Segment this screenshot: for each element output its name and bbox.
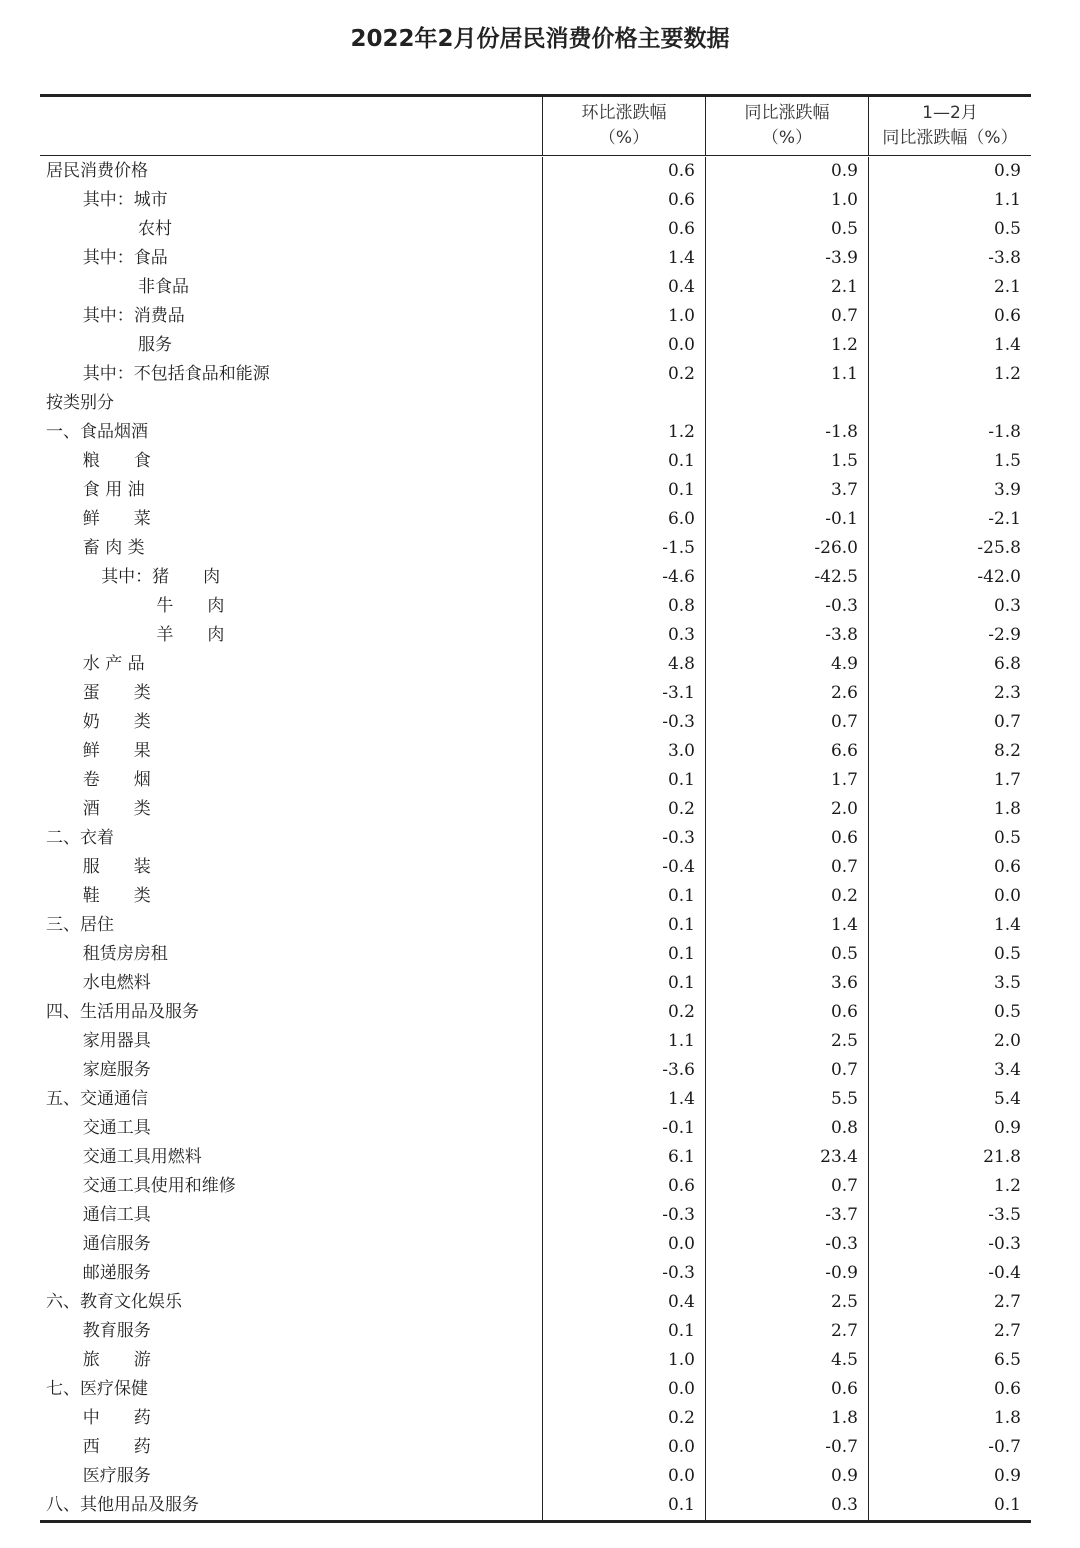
row-ytd-value: [868, 389, 1031, 418]
row-mom-value: 0.2: [542, 998, 705, 1027]
row-ytd-value: 6.5: [868, 1346, 1031, 1375]
table-row: [40, 1230, 1031, 1259]
row-label: 其中：消费品: [82, 306, 185, 326]
row-label: 蛋 类: [82, 683, 151, 703]
table-row: [40, 186, 1031, 215]
row-label: 其中：食品: [82, 248, 168, 268]
row-ytd-value: 0.5: [868, 940, 1031, 969]
row-label: 医疗服务: [82, 1466, 151, 1486]
table-row: [40, 998, 1031, 1027]
row-yoy-value: 0.8: [705, 1114, 868, 1143]
row-label: 水电燃料: [82, 973, 151, 993]
row-label: 五、交通通信: [46, 1089, 148, 1109]
row-yoy-value: -1.8: [705, 418, 868, 447]
table-row: [40, 824, 1031, 853]
row-ytd-value: 8.2: [868, 737, 1031, 766]
row-label: 其中：城市: [82, 190, 168, 210]
row-ytd-value: -25.8: [868, 534, 1031, 563]
row-ytd-value: 6.8: [868, 650, 1031, 679]
table-row: [40, 679, 1031, 708]
row-ytd-value: -1.8: [868, 418, 1031, 447]
row-mom-value: 0.6: [542, 1172, 705, 1201]
row-ytd-value: 0.6: [868, 302, 1031, 331]
row-yoy-value: 2.0: [705, 795, 868, 824]
row-label: 奶 类: [82, 712, 151, 732]
row-mom-value: 1.0: [542, 1346, 705, 1375]
header-ytd-unit: 同比涨跌幅（%）: [882, 128, 1018, 148]
row-ytd-value: 5.4: [868, 1085, 1031, 1114]
row-ytd-value: 3.9: [868, 476, 1031, 505]
row-mom-value: 3.0: [542, 737, 705, 766]
row-yoy-value: [705, 389, 868, 418]
row-yoy-value: -3.8: [705, 621, 868, 650]
table-row: [40, 853, 1031, 882]
row-yoy-value: 0.5: [705, 215, 868, 244]
row-label: 鲜 果: [82, 741, 151, 761]
row-mom-value: -0.3: [542, 708, 705, 737]
row-ytd-value: 0.7: [868, 708, 1031, 737]
row-label: 通信服务: [82, 1234, 151, 1254]
row-mom-value: 0.1: [542, 1491, 705, 1520]
row-ytd-value: 0.9: [868, 157, 1031, 186]
row-ytd-value: 3.5: [868, 969, 1031, 998]
row-mom-value: 0.1: [542, 476, 705, 505]
table-row: [40, 1201, 1031, 1230]
row-ytd-value: 2.7: [868, 1317, 1031, 1346]
row-yoy-value: 0.9: [705, 1462, 868, 1491]
row-label: 四、生活用品及服务: [46, 1002, 199, 1022]
table-row: [40, 708, 1031, 737]
row-mom-value: 0.1: [542, 766, 705, 795]
row-ytd-value: 1.2: [868, 1172, 1031, 1201]
row-yoy-value: 0.7: [705, 853, 868, 882]
row-ytd-value: -2.1: [868, 505, 1031, 534]
row-label: 租赁房房租: [82, 944, 168, 964]
row-yoy-value: 23.4: [705, 1143, 868, 1172]
cpi-table: [40, 94, 1031, 1523]
table-row: [40, 476, 1031, 505]
row-ytd-value: 2.0: [868, 1027, 1031, 1056]
row-yoy-value: 1.2: [705, 331, 868, 360]
row-label: 服务: [138, 335, 172, 355]
table-row: [40, 1027, 1031, 1056]
row-mom-value: 0.6: [542, 186, 705, 215]
table-row: [40, 273, 1031, 302]
table-row: [40, 621, 1031, 650]
row-mom-value: -4.6: [542, 563, 705, 592]
row-ytd-value: -42.0: [868, 563, 1031, 592]
table-row: [40, 592, 1031, 621]
row-ytd-value: -3.5: [868, 1201, 1031, 1230]
row-yoy-value: 0.6: [705, 998, 868, 1027]
table-row: [40, 244, 1031, 273]
row-mom-value: 1.2: [542, 418, 705, 447]
table-row: [40, 650, 1031, 679]
page-title: 2022年2月份居民消费价格主要数据: [350, 26, 730, 52]
row-mom-value: 0.6: [542, 157, 705, 186]
row-ytd-value: -0.7: [868, 1433, 1031, 1462]
row-yoy-value: 1.4: [705, 911, 868, 940]
row-yoy-value: -0.9: [705, 1259, 868, 1288]
row-ytd-value: 21.8: [868, 1143, 1031, 1172]
row-mom-value: 1.4: [542, 1085, 705, 1114]
row-mom-value: -0.1: [542, 1114, 705, 1143]
header-yoy: [705, 97, 868, 155]
row-label: 其中：猪 肉: [101, 567, 221, 587]
row-yoy-value: 0.7: [705, 1172, 868, 1201]
row-ytd-value: 0.0: [868, 882, 1031, 911]
table-row: [40, 1375, 1031, 1404]
table-row: [40, 737, 1031, 766]
row-label: 家用器具: [82, 1031, 151, 1051]
row-yoy-value: 3.6: [705, 969, 868, 998]
row-mom-value: 0.1: [542, 969, 705, 998]
row-label: 居民消费价格: [46, 161, 148, 181]
row-mom-value: 0.6: [542, 215, 705, 244]
row-yoy-value: 1.0: [705, 186, 868, 215]
row-label: 西 药: [82, 1437, 151, 1457]
row-ytd-value: -0.4: [868, 1259, 1031, 1288]
row-label: 农村: [138, 219, 172, 239]
row-label: 鞋 类: [82, 886, 151, 906]
table-row: [40, 447, 1031, 476]
row-ytd-value: 0.9: [868, 1462, 1031, 1491]
header-mom-label: 环比涨跌幅: [581, 103, 667, 123]
row-yoy-value: 0.7: [705, 1056, 868, 1085]
row-mom-value: 1.0: [542, 302, 705, 331]
header-ytd-label: 1—2月: [922, 103, 978, 123]
row-yoy-value: 2.5: [705, 1027, 868, 1056]
row-label: 家庭服务: [82, 1060, 151, 1080]
table-row: [40, 911, 1031, 940]
row-ytd-value: 0.5: [868, 824, 1031, 853]
row-yoy-value: 4.9: [705, 650, 868, 679]
row-ytd-value: 1.8: [868, 1404, 1031, 1433]
row-mom-value: 0.3: [542, 621, 705, 650]
row-mom-value: -0.3: [542, 824, 705, 853]
row-ytd-value: 0.5: [868, 998, 1031, 1027]
table-row: [40, 1259, 1031, 1288]
table-row: [40, 1346, 1031, 1375]
row-mom-value: 0.1: [542, 882, 705, 911]
table-row: [40, 940, 1031, 969]
table-header: [40, 97, 1031, 156]
row-yoy-value: -3.7: [705, 1201, 868, 1230]
row-ytd-value: 0.6: [868, 1375, 1031, 1404]
header-blank-cell: [40, 97, 542, 155]
row-mom-value: 0.1: [542, 911, 705, 940]
row-label: 水 产 品: [82, 654, 145, 674]
row-mom-value: 0.0: [542, 1375, 705, 1404]
row-mom-value: 0.1: [542, 1317, 705, 1346]
table-row: [40, 766, 1031, 795]
row-label: 交通工具: [82, 1118, 151, 1138]
row-yoy-value: 1.8: [705, 1404, 868, 1433]
row-yoy-value: 2.5: [705, 1288, 868, 1317]
row-yoy-value: -0.1: [705, 505, 868, 534]
row-yoy-value: 0.7: [705, 708, 868, 737]
table-row: [40, 157, 1031, 186]
row-yoy-value: 0.6: [705, 824, 868, 853]
row-yoy-value: 0.9: [705, 157, 868, 186]
table-body: [40, 156, 1031, 1520]
row-mom-value: -0.3: [542, 1201, 705, 1230]
table-row: [40, 1114, 1031, 1143]
table-row: [40, 1056, 1031, 1085]
table-row: [40, 360, 1031, 389]
row-label: 食 用 油: [82, 480, 145, 500]
table-row: [40, 969, 1031, 998]
row-label: 鲜 菜: [82, 509, 151, 529]
table-row: [40, 331, 1031, 360]
header-yoy-label: 同比涨跌幅: [744, 103, 830, 123]
row-yoy-value: 0.6: [705, 1375, 868, 1404]
row-mom-value: 0.1: [542, 940, 705, 969]
row-yoy-value: 4.5: [705, 1346, 868, 1375]
row-mom-value: 0.4: [542, 1288, 705, 1317]
row-yoy-value: -0.7: [705, 1433, 868, 1462]
row-ytd-value: 0.9: [868, 1114, 1031, 1143]
row-yoy-value: 1.5: [705, 447, 868, 476]
row-label: 畜 肉 类: [82, 538, 145, 558]
row-label: 二、衣着: [46, 828, 114, 848]
row-mom-value: 4.8: [542, 650, 705, 679]
row-yoy-value: -0.3: [705, 1230, 868, 1259]
row-yoy-value: 5.5: [705, 1085, 868, 1114]
row-label: 通信工具: [82, 1205, 151, 1225]
row-yoy-value: 6.6: [705, 737, 868, 766]
row-yoy-value: -3.9: [705, 244, 868, 273]
row-ytd-value: -3.8: [868, 244, 1031, 273]
row-ytd-value: 1.4: [868, 331, 1031, 360]
row-label: 交通工具用燃料: [82, 1147, 202, 1167]
table-row: [40, 1172, 1031, 1201]
row-ytd-value: 0.5: [868, 215, 1031, 244]
row-yoy-value: 0.2: [705, 882, 868, 911]
row-mom-value: 1.1: [542, 1027, 705, 1056]
row-mom-value: 6.1: [542, 1143, 705, 1172]
row-label: 八、其他用品及服务: [46, 1495, 199, 1515]
row-ytd-value: -0.3: [868, 1230, 1031, 1259]
row-mom-value: 6.0: [542, 505, 705, 534]
row-mom-value: 0.2: [542, 360, 705, 389]
row-mom-value: 0.0: [542, 1433, 705, 1462]
row-ytd-value: 1.2: [868, 360, 1031, 389]
table-row: [40, 1085, 1031, 1114]
row-yoy-value: 1.1: [705, 360, 868, 389]
row-yoy-value: -42.5: [705, 563, 868, 592]
row-mom-value: [542, 389, 705, 418]
row-ytd-value: 2.3: [868, 679, 1031, 708]
row-yoy-value: -0.3: [705, 592, 868, 621]
row-label: 牛 肉: [156, 596, 225, 616]
row-yoy-value: 2.1: [705, 273, 868, 302]
row-mom-value: 0.2: [542, 795, 705, 824]
row-label: 中 药: [82, 1408, 151, 1428]
row-label: 其中：不包括食品和能源: [82, 364, 270, 384]
row-mom-value: -0.3: [542, 1259, 705, 1288]
table-row: [40, 563, 1031, 592]
row-label: 六、教育文化娱乐: [46, 1292, 182, 1312]
header-mom-unit: （%）: [598, 128, 650, 148]
header-mom: [542, 97, 705, 155]
table-row: [40, 1491, 1031, 1520]
row-label: 一、食品烟酒: [46, 422, 148, 442]
row-ytd-value: 1.8: [868, 795, 1031, 824]
row-yoy-value: 0.5: [705, 940, 868, 969]
row-mom-value: -3.1: [542, 679, 705, 708]
header-ytd: [868, 97, 1031, 155]
row-mom-value: 0.8: [542, 592, 705, 621]
row-label: 教育服务: [82, 1321, 151, 1341]
table-row: [40, 1317, 1031, 1346]
row-mom-value: 0.1: [542, 447, 705, 476]
row-mom-value: 0.0: [542, 331, 705, 360]
row-ytd-value: 1.1: [868, 186, 1031, 215]
row-mom-value: 0.0: [542, 1462, 705, 1491]
row-ytd-value: 0.1: [868, 1491, 1031, 1520]
table-row: [40, 795, 1031, 824]
row-yoy-value: 2.6: [705, 679, 868, 708]
row-mom-value: -3.6: [542, 1056, 705, 1085]
table-row: [40, 1433, 1031, 1462]
header-yoy-unit: （%）: [761, 128, 813, 148]
row-label: 酒 类: [82, 799, 151, 819]
row-label: 羊 肉: [156, 625, 225, 645]
table-row: [40, 1462, 1031, 1491]
row-ytd-value: 0.3: [868, 592, 1031, 621]
row-ytd-value: 3.4: [868, 1056, 1031, 1085]
table-row: [40, 505, 1031, 534]
row-yoy-value: 2.7: [705, 1317, 868, 1346]
row-mom-value: 0.4: [542, 273, 705, 302]
row-label: 邮递服务: [82, 1263, 151, 1283]
row-ytd-value: -2.9: [868, 621, 1031, 650]
row-mom-value: 0.2: [542, 1404, 705, 1433]
row-ytd-value: 1.4: [868, 911, 1031, 940]
row-mom-value: 0.0: [542, 1230, 705, 1259]
row-label: 七、医疗保健: [46, 1379, 148, 1399]
row-ytd-value: 2.7: [868, 1288, 1031, 1317]
row-label: 旅 游: [82, 1350, 151, 1370]
row-label: 交通工具使用和维修: [82, 1176, 236, 1196]
row-label: 非食品: [138, 277, 189, 297]
row-yoy-value: -26.0: [705, 534, 868, 563]
table-row: [40, 1288, 1031, 1317]
row-label: 粮 食: [82, 451, 151, 471]
table-row: [40, 215, 1031, 244]
row-label: 三、居住: [46, 915, 114, 935]
row-yoy-value: 0.3: [705, 1491, 868, 1520]
row-ytd-value: 1.5: [868, 447, 1031, 476]
row-yoy-value: 1.7: [705, 766, 868, 795]
row-mom-value: -0.4: [542, 853, 705, 882]
table-row: [40, 1404, 1031, 1433]
row-ytd-value: 2.1: [868, 273, 1031, 302]
table-row: [40, 534, 1031, 563]
table-row: [40, 418, 1031, 447]
row-yoy-value: 0.7: [705, 302, 868, 331]
row-ytd-value: 1.7: [868, 766, 1031, 795]
row-ytd-value: 0.6: [868, 853, 1031, 882]
table-row: [40, 1143, 1031, 1172]
table-row: [40, 389, 1031, 418]
row-label: 服 装: [82, 857, 151, 877]
table-row: [40, 302, 1031, 331]
row-mom-value: -1.5: [542, 534, 705, 563]
row-yoy-value: 3.7: [705, 476, 868, 505]
row-mom-value: 1.4: [542, 244, 705, 273]
row-label: 卷 烟: [82, 770, 151, 790]
table-row: [40, 882, 1031, 911]
row-label: 按类别分: [46, 393, 114, 413]
